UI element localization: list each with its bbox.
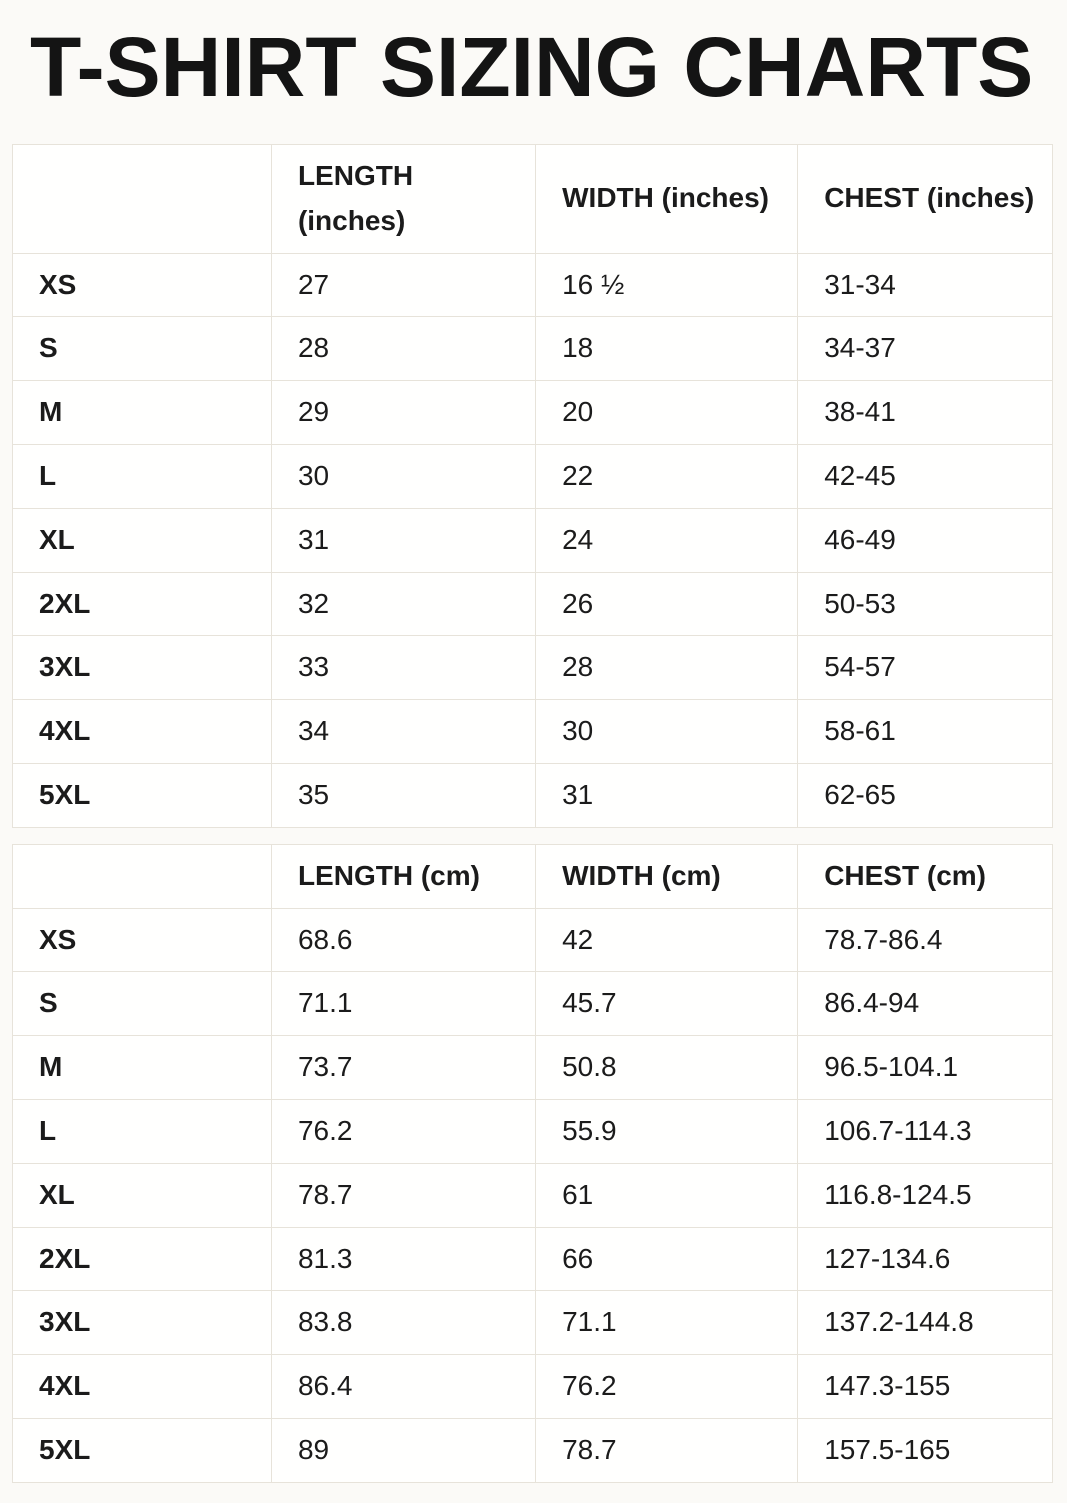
measurement-cell: 16 ½ [536,253,798,317]
measurement-cell: 24 [536,508,798,572]
measurement-cell: 38-41 [798,381,1053,445]
measurement-cell: 33 [271,636,535,700]
table-row [13,572,1053,636]
measurement-cell: 127-134.6 [798,1227,1053,1291]
table-row [13,908,1053,972]
column-header-size [13,145,272,254]
table-row [13,508,1053,572]
measurement-cell: 78.7 [536,1419,798,1483]
measurement-cell: 86.4 [271,1355,535,1419]
size-label-cell: M [13,1036,272,1100]
measurement-cell: 76.2 [271,1100,535,1164]
measurement-cell: 50-53 [798,572,1053,636]
size-label-cell: 4XL [13,1355,272,1419]
size-label-cell: 3XL [13,636,272,700]
table-row [13,1291,1053,1355]
measurement-cell: 28 [271,317,535,381]
table-row [13,1036,1053,1100]
sizing-table-cm [12,844,1053,1483]
measurement-cell: 45.7 [536,972,798,1036]
measurement-cell: 30 [271,445,535,509]
measurement-cell: 50.8 [536,1036,798,1100]
measurement-cell: 71.1 [271,972,535,1036]
measurement-cell: 62-65 [798,764,1053,828]
measurement-cell: 81.3 [271,1227,535,1291]
table-header [13,145,1053,254]
measurement-cell: 147.3-155 [798,1355,1053,1419]
measurement-cell: 58-61 [798,700,1053,764]
column-header-chest-cm: CHEST (cm) [798,844,1053,908]
measurement-cell: 42-45 [798,445,1053,509]
measurement-cell: 42 [536,908,798,972]
column-header-label: LENGTH (inches) [297,160,414,236]
size-label-cell: XL [13,1163,272,1227]
column-header-width-inches: WIDTH (inches) [536,145,798,254]
measurement-cell: 27 [271,253,535,317]
measurement-cell: 18 [536,317,798,381]
table-body [13,253,1053,827]
measurement-cell: 157.5-165 [798,1419,1053,1483]
size-label-cell: 2XL [13,572,272,636]
size-label-cell: L [13,445,272,509]
measurement-cell: 31 [536,764,798,828]
measurement-cell: 68.6 [271,908,535,972]
measurement-cell: 35 [271,764,535,828]
column-header-length-inches [271,145,535,254]
measurement-cell: 31-34 [798,253,1053,317]
table-row [13,636,1053,700]
table-row [13,317,1053,381]
size-label-cell: XS [13,253,272,317]
header-row [13,844,1053,908]
measurement-cell: 73.7 [271,1036,535,1100]
table-row [13,972,1053,1036]
table-header [13,844,1053,908]
measurement-cell: 29 [271,381,535,445]
column-header-size [13,844,272,908]
table-row [13,700,1053,764]
size-label-cell: 2XL [13,1227,272,1291]
measurement-cell: 76.2 [536,1355,798,1419]
measurement-cell: 22 [536,445,798,509]
measurement-cell: 78.7 [271,1163,535,1227]
table-body [13,908,1053,1482]
measurement-cell: 34 [271,700,535,764]
measurement-cell: 46-49 [798,508,1053,572]
table-row [13,253,1053,317]
measurement-cell: 66 [536,1227,798,1291]
size-label-cell: XL [13,508,272,572]
measurement-cell: 28 [536,636,798,700]
size-label-cell: 5XL [13,1419,272,1483]
measurement-cell: 71.1 [536,1291,798,1355]
table-row [13,1227,1053,1291]
size-label-cell: XS [13,908,272,972]
measurement-cell: 83.8 [271,1291,535,1355]
measurement-cell: 30 [536,700,798,764]
measurement-cell: 31 [271,508,535,572]
table-row [13,381,1053,445]
size-label-cell: 3XL [13,1291,272,1355]
size-label-cell: L [13,1100,272,1164]
measurement-cell: 96.5-104.1 [798,1036,1053,1100]
measurement-cell: 89 [271,1419,535,1483]
size-label-cell: S [13,972,272,1036]
column-header-width-cm: WIDTH (cm) [536,844,798,908]
table-row [13,445,1053,509]
table-row [13,764,1053,828]
sizing-table-inches [12,144,1053,828]
table-row [13,1355,1053,1419]
measurement-cell: 34-37 [798,317,1053,381]
size-label-cell: 4XL [13,700,272,764]
page-title: T-SHIRT SIZING CHARTS [30,20,1034,114]
measurement-cell: 137.2-144.8 [798,1291,1053,1355]
measurement-cell: 32 [271,572,535,636]
column-header-chest-inches: CHEST (inches) [798,145,1053,254]
size-label-cell: 5XL [13,764,272,828]
measurement-cell: 61 [536,1163,798,1227]
measurement-cell: 116.8-124.5 [798,1163,1053,1227]
table-row [13,1419,1053,1483]
measurement-cell: 86.4-94 [798,972,1053,1036]
measurement-cell: 78.7-86.4 [798,908,1053,972]
table-row [13,1163,1053,1227]
measurement-cell: 55.9 [536,1100,798,1164]
table-row [13,1100,1053,1164]
measurement-cell: 106.7-114.3 [798,1100,1053,1164]
column-header-length-cm: LENGTH (cm) [271,844,535,908]
measurement-cell: 54-57 [798,636,1053,700]
size-label-cell: M [13,381,272,445]
measurement-cell: 20 [536,381,798,445]
header-row [13,145,1053,254]
size-label-cell: S [13,317,272,381]
measurement-cell: 26 [536,572,798,636]
